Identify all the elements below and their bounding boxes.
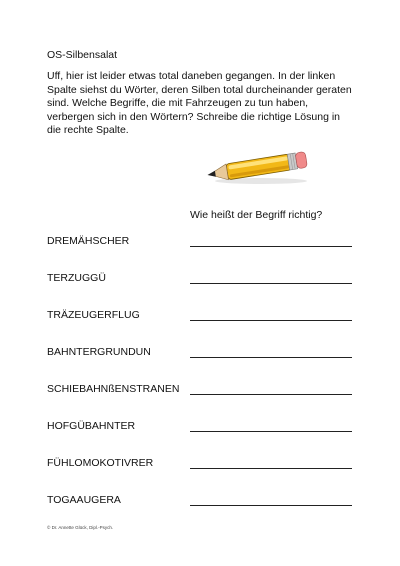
worksheet-title: OS-Silbensalat [47, 49, 118, 61]
scrambled-word: BAHNTERGRUNDUN [47, 346, 151, 358]
word-row [47, 457, 357, 471]
answer-line[interactable] [190, 246, 352, 247]
answer-line[interactable] [190, 357, 352, 358]
worksheet-intro: Uff, hier ist leider etwas total daneben gegangen. In der linken Spalte siehst du Wörter, deren Silben total durcheinander geraten sind. Welche Begriffe, die mit Fahrzeugen zu tun haben, verbergen sich in den Wörtern? Schreibe die richtige Lösung in die rechte Spalte. [47, 70, 352, 137]
answer-line[interactable] [190, 505, 352, 506]
scrambled-word: FÜHLOMOKOTIVRER [47, 457, 154, 469]
word-row [47, 494, 357, 508]
scrambled-word: TOGAAUGERA [47, 494, 121, 506]
word-row [47, 235, 357, 249]
answer-column-header: Wie heißt der Begriff richtig? [190, 209, 323, 221]
pencil-lead [207, 171, 216, 178]
pencil-icon [203, 150, 313, 186]
word-row [47, 346, 357, 360]
scrambled-word: SCHIEBAHNßENSTRANEN [47, 383, 180, 395]
word-row [47, 309, 357, 323]
word-row [47, 420, 357, 434]
answer-line[interactable] [190, 394, 352, 395]
answer-line[interactable] [190, 468, 352, 469]
answer-line[interactable] [190, 283, 352, 284]
answer-line[interactable] [190, 431, 352, 432]
copyright-footer: © Dr. Annette Glück, Dipl.-Psych. [47, 525, 114, 530]
scrambled-word: HOFGÜBAHNTER [47, 420, 136, 432]
answer-line[interactable] [190, 320, 352, 321]
word-row [47, 383, 357, 397]
scrambled-word: DREMÄHSCHER [47, 235, 130, 247]
word-row [47, 272, 357, 286]
scrambled-word: TRÄZEUGERFLUG [47, 309, 140, 321]
scrambled-word: TERZUGGÜ [47, 272, 106, 284]
